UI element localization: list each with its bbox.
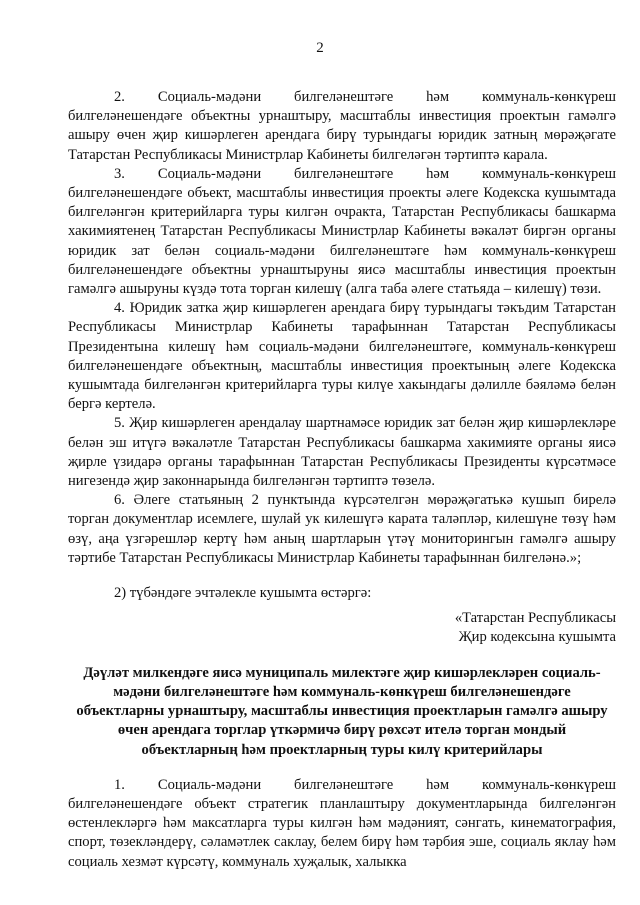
criteria-heading: Дәүләт милкендәге яисә муниципаль милектәге җир кишәрлекләрен социаль-мәдәни билгеләнештәге һәм коммуналь-көнкүреш билгеләнешендәге объектларны урнаштыру, масштаблы инвестиция проектларын гамәлгә ашыру өчен арендага торглар үткәрмичә бирү рөхсәт ителә торган мондый объектларның һәм проектларның туры килү критерийлары: [76, 664, 608, 758]
paragraph-4: 4. Юридик затка җир кишәрлеген арендага бирү турындагы тәкъдим Татарстан Республикасы Министрлар Кабинеты тарафыннан Татарстан Республикасы Президентына килешү һәм социаль-мәдәни билгеләнештәге, коммуналь-көнкүреш билгеләнешендәге объектның, масштаблы инвестиция проектының әлеге Кодекска кушымтада билгеләнгән критерийларга туры килүе хакындагы дәлилле бәяләмә белән бергә кертелә.: [68, 300, 616, 413]
paragraph-5: 5. Җир кишәрлеген арендалау шартнамәсе юридик зат белән җир кишәрлекләре белән эш итүгә вәкаләтле Татарстан Республикасы башкарма хакимияте органы яисә җирле үзидарә органы тарафыннан Татарстан Республикасы Президенты күрсәтмәсе нигезендә җир законнарында билгеләнгән тәртиптә төзелә.: [68, 415, 616, 490]
list-item-2: 2) түбәндәге эчтәлекле кушымта өстәргә:: [114, 585, 372, 602]
paragraph-3: 3. Социаль-мәдәни билгеләнештәге һәм коммуналь-көнкүреш билгеләнешендәге объект, масштаблы инвестиция проекты әлеге Кодекска кушымтада билгеләнгән критерийларга туры килгән очракта, Татарстан Республикасы башкарма хакимиятенең Татарстан Республикасы Министрлар Кабинеты вәкаләт биргән органы юридик зат белән социаль-мәдәни билгеләнештәге һәм коммуналь-көнкүреш билгеләнешендәге объектны урнаштыруны яисә масштаблы инвестиция проектын гамәлгә ашыруны күздә тота торган килешү (алга таба әлеге статьяда – килешү) төзи.: [68, 165, 616, 298]
appendix-header-line1: «Татарстан Республикасы: [454, 610, 616, 627]
criteria-paragraph-1: 1. Социаль-мәдәни билгеләнештәге һәм коммуналь-көнкүреш билгеләнешендәге объект стратегик планлаштыру документларында билгеләнгән өстенлекләргә һәм максатларга туры килгән һәм мәдәният, сәнгать, кинематография, спорт, төзекләндерү, сәламәтлек саклау, белем бирү һәм тәрбия эше, социаль яклау һәм социаль хезмәт күрсәтү, коммуналь хуҗалык, халыкка: [68, 776, 616, 870]
paragraph-2: 2. Социаль-мәдәни билгеләнештәге һәм коммуналь-көнкүреш билгеләнешендәге объектны урнаштыру, масштаблы инвестиция проектын гамәлгә ашыру өчен җир кишәрлеген арендага бирү турындагы юридик затның мөрәҗәгате Татарстан Республикасы Министрлар Кабинеты билгеләгән тәртиптә карала.: [68, 89, 616, 163]
appendix-header-line2: Җир кодексына кушымта: [458, 629, 616, 646]
page-number: 2: [316, 40, 324, 56]
paragraph-6: 6. Әлеге статьяның 2 пунктында күрсәтелгән мөрәҗәгатькә кушып бирелә торган документлар исемлеге, шулай ук килешүгә карата таләпләр, килешүне төзү һәм өзү, аңа үзгәрешләр кертү һәм аның шартларын үтәү мониторингын гамәлгә ашыру тәртибе Татарстан Республикасы Министрлар Кабинеты тарафыннан билгеләнә.»;: [68, 492, 616, 566]
document-body: [68, 88, 616, 872]
